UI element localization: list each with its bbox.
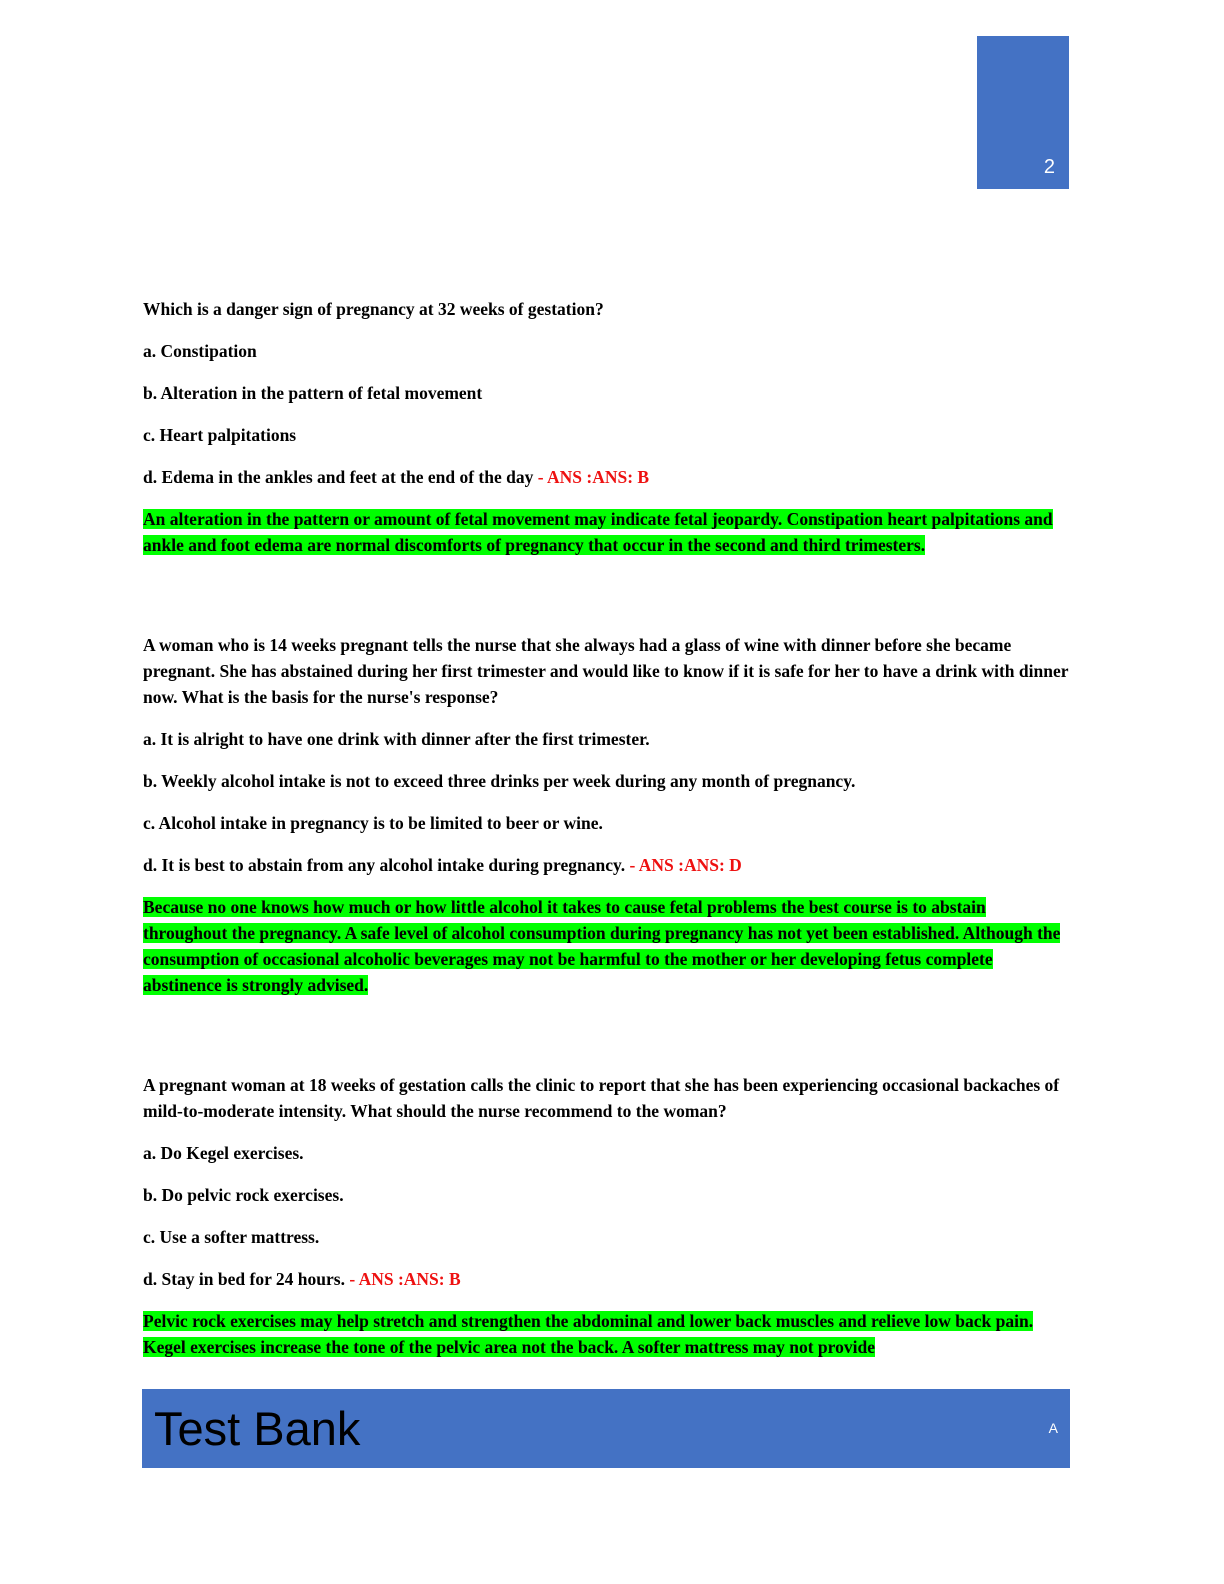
question-spacer xyxy=(143,574,1071,632)
page-number-box xyxy=(977,36,1069,189)
option-b: b. Weekly alcohol intake is not to exceed three drinks per week during any month of pregnancy. xyxy=(143,771,856,791)
option-d xyxy=(143,464,1071,490)
option-a: a. It is alright to have one drink with dinner after the first trimester. xyxy=(143,729,650,749)
answer-key: - ANS :ANS: D xyxy=(625,855,742,875)
question-stem: A woman who is 14 weeks pregnant tells the nurse that she always had a glass of wine with dinner before she became pregnant. She has abstained during her first trimester and would like to know if it is safe for her to have a drink with dinner now. What is the basis for the nurse's response? xyxy=(143,635,1069,707)
footer-title: Test Bank xyxy=(154,1402,361,1455)
question-3 xyxy=(143,1072,1071,1360)
document-body xyxy=(143,296,1071,1376)
explanation xyxy=(143,894,1071,998)
page-number: 2 xyxy=(1043,156,1055,178)
option-b: b. Do pelvic rock exercises. xyxy=(143,1185,344,1205)
option-a: a. Do Kegel exercises. xyxy=(143,1143,304,1163)
option-d-text: d. It is best to abstain from any alcohol intake during pregnancy. xyxy=(143,855,626,875)
explanation xyxy=(143,1308,1071,1360)
option-c: c. Alcohol intake in pregnancy is to be limited to beer or wine. xyxy=(143,813,603,833)
option-a: a. Constipation xyxy=(143,341,257,361)
answer-key: - ANS :ANS: B xyxy=(344,1269,461,1289)
option-d xyxy=(143,1266,1071,1292)
footer-bar xyxy=(142,1389,1070,1468)
option-d xyxy=(143,852,1071,878)
question-2 xyxy=(143,632,1071,998)
question-1 xyxy=(143,296,1071,558)
option-b: b. Alteration in the pattern of fetal movement xyxy=(143,383,483,403)
option-c: c. Use a softer mattress. xyxy=(143,1227,320,1247)
explanation-text: Because no one knows how much or how little alcohol it takes to cause fetal problems the best course is to abstain throughout the pregnancy. A safe level of alcohol consumption during pregnancy has not yet been established. Although the consumption of occasional alcoholic beverages may not be harmful to the mother or her developing fetus complete abstinence is strongly advised. xyxy=(143,897,1061,995)
option-c: c. Heart palpitations xyxy=(143,425,297,445)
explanation-text: Pelvic rock exercises may help stretch and strengthen the abdominal and lower back muscles and relieve low back pain. Kegel exercises increase the tone of the pelvic area not the back. A softer mattress may not provide xyxy=(143,1311,1034,1357)
option-d-text: d. Edema in the ankles and feet at the end of the day xyxy=(143,467,534,487)
explanation xyxy=(143,506,1071,558)
question-spacer xyxy=(143,1014,1071,1072)
question-stem: Which is a danger sign of pregnancy at 32 weeks of gestation? xyxy=(143,299,604,319)
question-stem: A pregnant woman at 18 weeks of gestation calls the clinic to report that she has been experiencing occasional backaches of mild-to-moderate intensity. What should the nurse recommend to the woman? xyxy=(143,1075,1060,1121)
footer-label: A xyxy=(1048,1420,1058,1436)
answer-key: - ANS :ANS: B xyxy=(533,467,650,487)
explanation-text: An alteration in the pattern or amount of fetal movement may indicate fetal jeopardy. Constipation heart palpitations and ankle and foot edema are normal discomforts of pregnancy that occur in the second and third trimesters. xyxy=(143,509,1053,555)
option-d-text: d. Stay in bed for 24 hours. xyxy=(143,1269,345,1289)
